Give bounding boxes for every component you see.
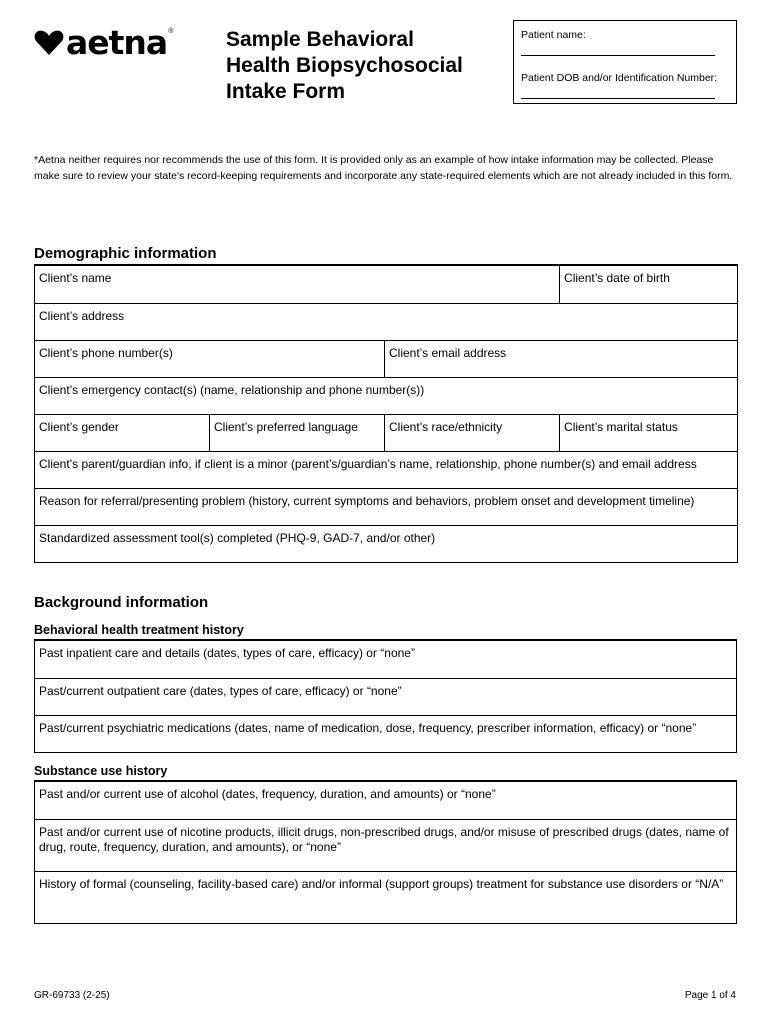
form-code: GR-69733 (2-25) xyxy=(34,990,110,1001)
patient-dob-field[interactable] xyxy=(521,98,715,99)
alcohol-use-field[interactable]: Past and/or current use of alcohol (dates, frequency, duration, and amounts) or “none” xyxy=(35,781,737,819)
background-section-title: Background information xyxy=(34,594,209,611)
form-title-line-2: Health Biopsychosocial xyxy=(226,54,463,77)
demographic-table xyxy=(34,264,738,563)
logo-wordmark: aetna xyxy=(66,23,168,62)
page-number: Page 1 of 4 xyxy=(684,990,736,1001)
patient-name-field[interactable] xyxy=(521,55,715,56)
patient-name-label: Patient name: xyxy=(521,29,586,41)
client-email-field[interactable]: Client’s email address xyxy=(385,340,738,377)
client-name-field[interactable]: Client’s name xyxy=(35,265,560,303)
client-dob-field[interactable]: Client’s date of birth xyxy=(560,265,738,303)
aetna-logo xyxy=(34,23,174,62)
client-marital-field[interactable]: Client’s marital status xyxy=(560,414,738,451)
treatment-history-table xyxy=(34,639,737,753)
psychiatric-medications-field[interactable]: Past/current psychiatric medications (dates, name of medication, dose, frequency, prescriber information, efficacy) or “none” xyxy=(35,715,737,752)
nicotine-drug-use-field[interactable]: Past and/or current use of nicotine products, illicit drugs, non-prescribed drugs, and/or misuse of prescribed drugs (dates, name of drug, route, frequency, duration, and amounts), or “none” xyxy=(35,819,737,871)
emergency-contact-field[interactable]: Client’s emergency contact(s) (name, relationship and phone number(s)) xyxy=(35,377,738,414)
assessment-tools-field[interactable]: Standardized assessment tool(s) completed (PHQ-9, GAD-7, and/or other) xyxy=(35,525,738,562)
form-title-line-3: Intake Form xyxy=(226,80,346,103)
client-address-field[interactable]: Client’s address xyxy=(35,303,738,340)
client-language-field[interactable]: Client’s preferred language xyxy=(210,414,385,451)
demographic-section-title: Demographic information xyxy=(34,245,217,262)
disclaimer-text: *Aetna neither requires nor recommends the use of this form. It is provided only as an example of how intake information may be collected. Please make sure to review your state's record-keeping requirements and incorporate any state-required elements which are not already included in this form. xyxy=(34,154,733,182)
guardian-info-field[interactable]: Client’s parent/guardian info, if client is a minor (parent’s/guardian’s name, relationship, phone number(s) and email address xyxy=(35,451,738,488)
inpatient-care-field[interactable]: Past inpatient care and details (dates, types of care, efficacy) or “none” xyxy=(35,640,737,678)
patient-info-box xyxy=(513,20,737,104)
outpatient-care-field[interactable]: Past/current outpatient care (dates, types of care, efficacy) or “none” xyxy=(35,678,737,715)
heart-icon xyxy=(34,30,64,56)
formal-treatment-field[interactable]: History of formal (counseling, facility-based care) and/or informal (support groups) treatment for substance use disorders or “N/A” xyxy=(35,871,737,923)
client-race-field[interactable]: Client’s race/ethnicity xyxy=(385,414,560,451)
client-phone-field[interactable]: Client’s phone number(s) xyxy=(35,340,385,377)
referral-reason-field[interactable]: Reason for referral/presenting problem (history, current symptoms and behaviors, problem onset and development timeline) xyxy=(35,488,738,525)
registered-mark: ® xyxy=(168,28,174,35)
patient-dob-label: Patient DOB and/or Identification Number: xyxy=(521,72,718,84)
form-title xyxy=(226,27,506,105)
substance-history-title: Substance use history xyxy=(34,764,168,778)
treatment-history-title: Behavioral health treatment history xyxy=(34,623,244,637)
client-gender-field[interactable]: Client’s gender xyxy=(35,414,210,451)
form-title-line-1: Sample Behavioral xyxy=(226,28,414,51)
substance-history-table xyxy=(34,780,737,924)
